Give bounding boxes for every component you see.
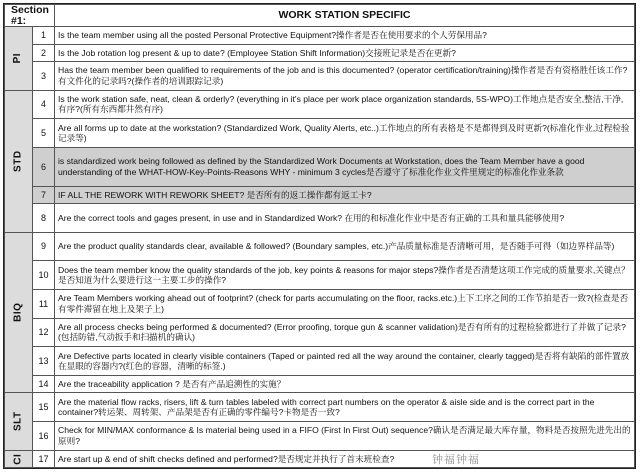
row-question: Is the team member using all the posted Personal Protective Equipment?操作者是否在使用要求的个人劳保用品?	[55, 27, 635, 44]
row-number: 1	[33, 27, 55, 44]
row-question: Are Defective parts located in clearly visible containers (Taped or painted red all the way around the container, clearly tagged)是否将有缺陷的部件置放在显眼的容器内?(红色的容器，清晰的标签.)	[55, 347, 635, 376]
category-std: STD	[5, 90, 33, 232]
table-row	[5, 119, 635, 148]
watermark: 钟福钟福	[432, 454, 480, 466]
row-number: 12	[33, 318, 55, 347]
row-number: 4	[33, 90, 55, 119]
category-slt: SLT	[5, 393, 33, 450]
row-question: Is the Job rotation log present & up to date? (Employee Station Shift Information)交接班记录是否在更新?	[55, 44, 635, 61]
row-question: IF ALL THE REWORK WITH REWORK SHEET? 是否所有的返工操作都有返工卡?	[55, 186, 635, 203]
row-number: 10	[33, 261, 55, 290]
table-row	[5, 204, 635, 233]
table-row	[5, 393, 635, 422]
table-row	[5, 186, 635, 203]
row-question: Check for MIN/MAX conformance & Is material being used in a FIFO (First In First Out) sequence?确认是否满足最大库存量，物料是否按照先进先出的原则?	[55, 421, 635, 450]
row-number: 7	[33, 186, 55, 203]
row-question: Are the material flow racks, risers, lift & turn tables labeled with correct part numbers on the operator & aisle side and is the correct part in the container?转运架、周转架、产品架是否有正确的零件编号?卡物是否一致?	[55, 393, 635, 422]
row-question: Does the team member know the quality standards of the job, key points & reasons for major steps?操作者是否清楚这项工作完成的质量要求,关键点？是否知道为什么要进行这一主要工步的操作?	[55, 261, 635, 290]
row-number: 8	[33, 204, 55, 233]
row-question: Are the product quality standards clear, available & followed? (Boundary samples, etc.)产品质量标准是否清晰可用，是否随手可得（如边界样品等)	[55, 232, 635, 261]
table-row	[5, 147, 635, 186]
row-question: Are the traceability application ? 是否有产品追溯性的实施？	[55, 375, 635, 392]
table-row	[5, 261, 635, 290]
category-ci: CI	[5, 450, 33, 467]
work-station-checklist	[3, 3, 636, 469]
row-number: 2	[33, 44, 55, 61]
header-row	[5, 5, 635, 27]
category-biq: BIQ	[5, 232, 33, 393]
row-number: 11	[33, 290, 55, 319]
row-number: 5	[33, 119, 55, 148]
table-row	[5, 232, 635, 261]
table-row	[5, 90, 635, 119]
section-title: WORK STATION SPECIFIC	[55, 5, 635, 27]
row-question: Are the correct tools and gages present, in use and in Standardized Work? 在用的和标准化作业中是否有正确的工具和量具能够使用?	[55, 204, 635, 233]
row-number: 6	[33, 147, 55, 186]
row-question: Has the team member been qualified to requirements of the job and is this documented? (operator certification/training)操作者是否有资格胜任该工作?有文件化的记录吗?(操作者的培训跟踪记录)	[55, 62, 635, 91]
table-row	[5, 375, 635, 392]
table-row	[5, 450, 635, 467]
table-row	[5, 421, 635, 450]
table-row	[5, 347, 635, 376]
row-number: 16	[33, 421, 55, 450]
row-number: 3	[33, 62, 55, 91]
section-label: Section #1:	[5, 5, 55, 27]
row-question: Are all forms up to date at the workstation? (Standardized Work, Quality Alerts, etc..)工作地点的所有表格是不是都得到及时更新?(标准化作业,过程检验记录等)	[55, 119, 635, 148]
row-question: Is the work station safe, neat, clean & orderly? (everything in it's place per work place organization standards, 5S-WPO)工作地点是否安全,整洁,干净,有序?(所有东西都井然有序)	[55, 90, 635, 119]
row-number: 14	[33, 375, 55, 392]
row-number: 17	[33, 450, 55, 467]
category-pi: PI	[5, 27, 33, 90]
row-question: Are Team Members working ahead out of footprint? (check for parts accumulating on the floor, racks.etc.)上下工序之间的工作节拍是否一致?(检查是否有零件滞留在地上及架子上)	[55, 290, 635, 319]
row-question: is standardized work being followed as defined by the Standardized Work Documents at Workstation, does the Team Member have a good understanding of the WHAT-HOW-Key-Points-Reasons WHY - minimum 3 cycles是否遵守了标准化作业文件里规定的标准化作业条款	[55, 147, 635, 186]
row-question: Are all process checks being performed & documented? (Error proofing, torque gun & scanner validation)是否有所有的过程检验都进行了并做了记录?(包括防错,气动扳手和扫描机的确认)	[55, 318, 635, 347]
row-question: Are start up & end of shift checks defined and performed?是否规定并执行了首末班检查?	[55, 450, 635, 467]
row-number: 13	[33, 347, 55, 376]
row-number: 9	[33, 232, 55, 261]
checklist-table	[4, 4, 635, 468]
table-row	[5, 27, 635, 44]
table-row	[5, 62, 635, 91]
row-number: 15	[33, 393, 55, 422]
table-row	[5, 290, 635, 319]
table-row	[5, 318, 635, 347]
table-row	[5, 44, 635, 61]
